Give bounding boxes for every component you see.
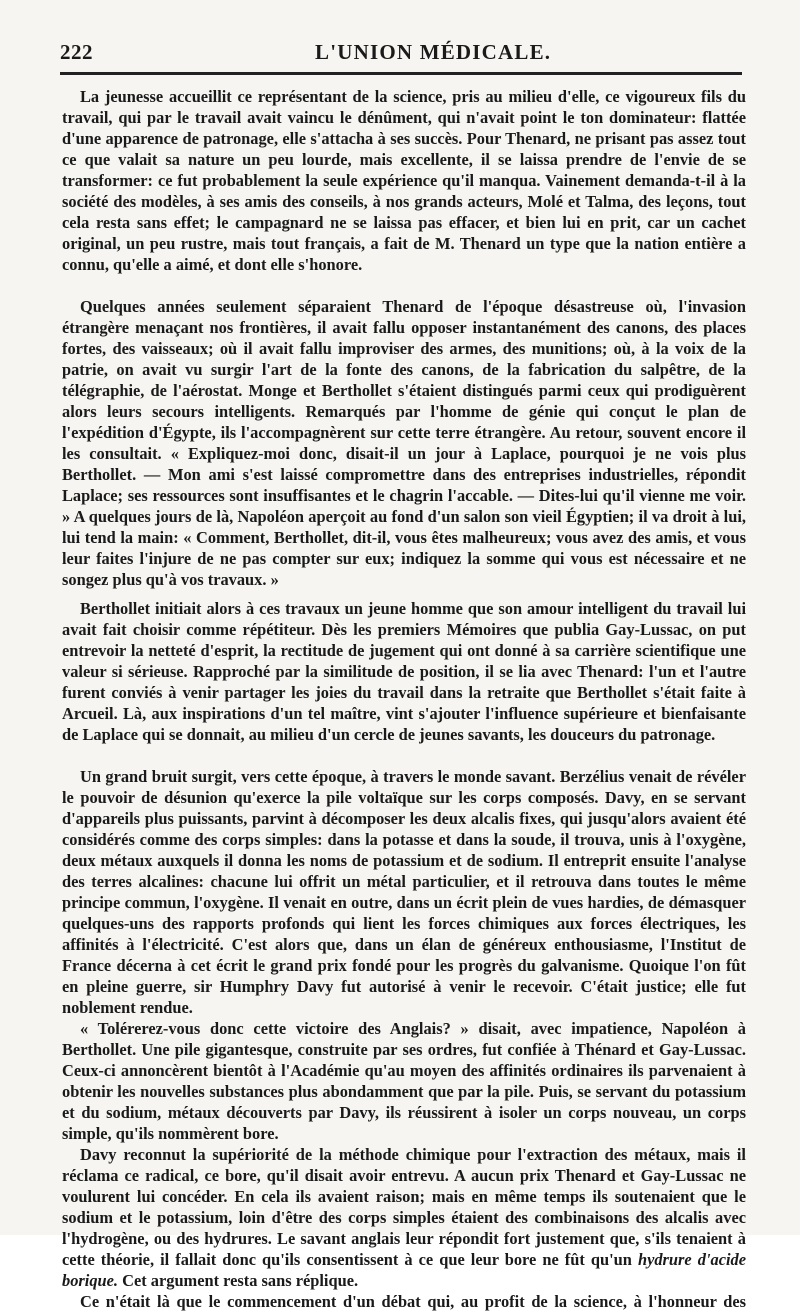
page-header: [60, 36, 740, 70]
paragraph-6: [62, 1144, 746, 1291]
paragraph-5: « Tolérerez-vous donc cette victoire des Anglais? » disait, avec impatience, Napoléon à Berthollet. Une pile gigantesque, construite par ses ordres, fut confiée à Thénard et Gay-Lussac. Ceux-ci annoncèrent bientôt à l'Académie qu'au moyen des affinités ordinaires ils parvenaient à obtenir les nouvelles substances plus abondamment que par la pile. Puis, se servant du potassium et du sodium, métaux découverts par Davy, ils réussirent à isoler un corps nouveau, un corps simple, qu'ils nommèrent bore.: [62, 1019, 746, 1143]
paragraph-3: Berthollet initiait alors à ces travaux un jeune homme que son amour intelligent du travail lui avait fait choisir comme répétiteur. Dès les premiers Mémoires que publia Gay-Lussac, on put entrevoir la netteté d'esprit, la rectitude de jugement qui ont donné à sa carrière scientifique une valeur si sérieuse. Rapproché par la similitude de position, il se lia avec Thenard: l'un et l'autre furent conviés à venir partager les joies du travail dans la retraite que Berthollet s'était faite à Arcueil. Là, aux inspirations d'un tel maître, vint s'ajouter l'influence supérieure et bienfaisante de Laplace qui se donnait, au milieu d'un cercle de jeunes savants, les douceurs du patronage.: [62, 599, 746, 744]
paragraph-2: Quelques années seulement séparaient Thenard de l'époque désastreuse où, l'invasion étrangère menaçant nos frontières, il avait fallu opposer instantanément des canons, des places fortes, des vaisseaux; où il avait fallu improviser des armes, des munitions; où, à la voix de la patrie, on avait vu surgir l'art de la fonte des canons, de la fabrication du salpêtre, de la télégraphie, de l'aérostat. Monge et Berthollet s'étaient distingués parmi ceux qui prodiguèrent alors leurs secours intelligents. Remarqués par l'homme de génie qui conçut le plan de l'expédition d'Égypte, ils l'accompagnèrent sur cette terre étrangère. Au retour, souvent encore il les consultait. « Expliquez-moi donc, disait-il un jour à Laplace, pourquoi je ne vois plus Berthollet. — Mon ami s'est laissé compromettre dans des entreprises industrielles, répondit Laplace; ses ressources sont insuffisantes et le chagrin l'accable. — Dites-lui qu'il vienne me voir. » A quelques jours de là, Napoléon aperçoit au fond d'un salon son vieil Égyptien; il va droit à lui, lui tend la main: « Comment, Berthollet, dit-il, vous êtes malheureux; vous avez des amis, et vous leur faites l'injure de ne pas compter sur eux; indiquez la somme qui vous est nécessaire et ne songez plus qu'à vos travaux. »: [62, 297, 746, 589]
paragraph-7: Ce n'était là que le commencement d'un débat qui, au profit de la science, à l'honneur des: [80, 1292, 746, 1311]
paragraph-4: Un grand bruit surgit, vers cette époque, à travers le monde savant. Berzélius venait de révéler le pouvoir de désunion qu'exerce la pile voltaïque sur les corps composés. Davy, en se servant d'appareils plus puissants, parvint à décomposer les deux alcalis fixes, qui jusqu'alors avaient été considérés comme des corps simples: dans la potasse et dans la soude, il trouva, unis à l'oxygène, deux métaux auxquels il donna les noms de potassium et de sodium. Il entreprit ensuite l'analyse des terres alcalines: chacune lui offrit un métal particulier, et il retrouva dans toutes le même principe commun, l'oxygène. Il venait en outre, dans un écrit plein de vues hardies, de démasquer quelques-uns des rapports profonds qui lient les forces chimiques aux forces électriques, les affinités à l'électricité. C'est alors que, dans un élan de généreux enthousiasme, l'Institut de France décerna à cet écrit le grand prix fondé pour les progrès du galvanisme. Quoique l'on fût en pleine guerre, sir Humphry Davy fut autorisé à venir le recevoir. C'était justice; elle fut noblement rendue.: [62, 767, 746, 1017]
paragraph-6-end: Cet argument resta sans réplique.: [118, 1271, 359, 1290]
article-body: [62, 86, 746, 1312]
running-title: L'UNION MÉDICALE.: [315, 40, 552, 64]
page-number: 222: [60, 40, 93, 64]
italic-term: hydrure d'acide borique.: [62, 1250, 746, 1290]
header-rule: [60, 72, 742, 75]
paragraph-1: La jeunesse accueillit ce représentant de la science, pris au milieu d'elle, ce vigoureux fils du travail, qui par le travail avait vaincu le dénûment, qui n'avait point le ton dominateur: flattée d'une apparence de patronage, elle s'attacha à ses succès. Pour Thenard, ne prisant pas assez tout ce que valait sa nature un peu lourde, mais excellente, il se laissa prendre de l'envie de se transformer: ce fut probablement la seule expérience qu'il manqua. Vainement demanda-t-il à la société des modèles, à ses amis des conseils, à nos grands acteurs, Molé et Talma, des leçons, tout cela resta sans effet; le campagnard ne se laissa pas effacer, et bien lui en prit, car un cachet original, un peu rustre, mais tout français, a fait de M. Thenard un type que la nation entière a connu, qu'elle a aimé, et dont elle s'honore.: [62, 87, 746, 274]
paragraph-6-text: Davy reconnut la supériorité de la méthode chimique pour l'extraction des métaux, mais il réclama ce radical, ce bore, qu'il disait avoir entrevu. A aucun prix Thenard et Gay-Lussac ne voulurent lui concéder. En cela ils avaient raison; mais en même temps ils soutenaient que le sodium et le potassium, loin d'être des corps simples étaient des combinaisons des alcalis avec l'hydrogène, ou des hydrures. Le savant anglais leur répondit fort justement que, s'ils tenaient à cette théorie, il fallait donc qu'ils consentissent à ce que leur bore ne fût qu'un: [62, 1145, 746, 1269]
